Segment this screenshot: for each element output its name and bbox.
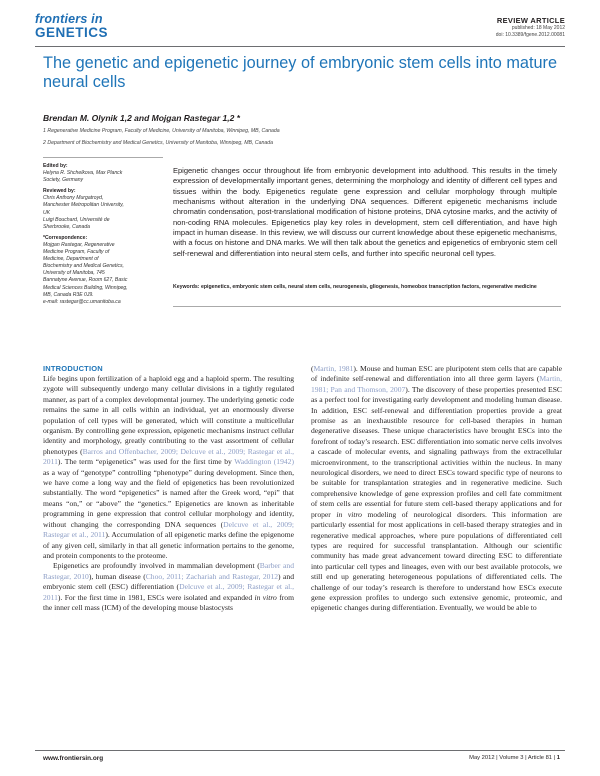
citation-link[interactable]: Martin, 1981; Pan and Thomson, 2007: [311, 374, 562, 394]
citation-link[interactable]: Waddington (1942): [234, 457, 295, 467]
citation-link[interactable]: Martin, 1981: [313, 364, 354, 373]
edited-by-label: Edited by:: [43, 163, 68, 169]
abstract: Epigenetic changes occur throughout life from embryonic development into adulthood. This results in the timely expression of developmentally important genes, determining the morphology and identity of different cell types and tissues within the body. Epigenetics regulate gene expression and cellular morphology through multiple mechanisms without alteration in the underlying DNA sequences. Different epigenetic mechanisms include chromatin condensation, post-translational modification of histone proteins, DNA cytosine marks, and the activity of non-coding RNA molecules. Epigenetics play key roles in development, stem cell differentiation, and have high impact in human disease. In this review, we will discuss our current knowledge about these epigenetic mechanisms, with a focus on histone and DNA marks. We will then talk about the genetics and epigenetics of embryonic stem cell self-renewal and differentiation into neural stem cells, and further into specific neuronal cell types.: [173, 166, 557, 258]
keywords-divider: [173, 306, 561, 307]
logo-line-genetics: GENETICS: [35, 25, 109, 40]
correspondence-label: *Correspondence:: [43, 234, 88, 241]
section-heading-introduction: INTRODUCTION: [43, 364, 103, 373]
paragraph: Epigenetics are profoundly involved in mammalian development (Barber and Rastegar, 2010), human disease (Choo, 2011; Zachariah and Rastegar, 2012) and embryonic stem cell (ESC) differentiation (Delcuve et al., 2009; Rastegar et al., 2011). For the first time in 1981, ESCs were isolated and expanded in vitro from the inner cell mass (ICM) of the developing mouse blastocysts: [43, 561, 294, 612]
affiliation-2: 2 Department of Biochemistry and Medical Genetics, University of Manitoba, Winnipeg, MB, Canada: [43, 140, 274, 146]
article-type: REVIEW ARTICLE: [496, 16, 565, 25]
issue-info: May 2012 | Volume 3 | Article 81 | 1: [469, 755, 560, 761]
author-list: Brendan M. Olynik 1,2 and Mojgan Rastegar 1,2 *: [43, 113, 240, 123]
page-number: 1: [556, 755, 560, 761]
paragraph: (Martin, 1981). Mouse and human ESC are pluripotent stem cells that are capable of indefinite self-renewal and differentiation into all three germ layers (Martin, 1981; Pan and Thomson, 2007). The discovery of these properties presented ESC as a perfect tool for investigating early development and modeling human disease. In addition, ESC self-renewal and differentiation properties provide a great promise as an inexhaustible resource for cell-based therapies in human degenerative diseases. These unique characteristics have brought ESCs into the forefront of today’s research. ESC differentiation into somatic nerve cells involves a cascade of molecular events, and signaling pathways from the extracellular microenvironment, to the transcriptional activities within the nucleus. In many neurological disorders, we need to direct ESCs toward specific type of neurons to be suitable for transplantation strategies and in regenerative medicine. Such comprehensive knowledge of gene expression profiles and cell fate commitment of stem cells are essential for future stem cell-based therapy applications and for proper in vitro modeling of neurological disorders. This information are particularly essential for most applications in cell-based therapy strategies and in regenerative medical approaches, where pure populations of differentiated cell types are required for successful transplantation. Although our scientific community has made great advancement toward directing ESC to differentiate into particular cell types and lineages, even with our best available protocols, we still end up generating heterogeneous populations of differentiated cells. The challenge of our today’s research is therefore to understand how ESCs execute gene expression profiles to undergo such extensive genomic, proteomic, and epigenetic changes during differentiation. Eventually, we would be able to: [311, 364, 563, 613]
logo-line-frontiers: frontiers in: [35, 12, 103, 26]
body-column-right: [311, 364, 562, 614]
reviewed-by: Chris Anthony Murgatroyd, Manchester Metropolitan University, UK Luigi Bouchard, Université de Sherbrooke, Canada: [43, 195, 124, 230]
citation-link[interactable]: Delcuve et al., 2009; Rastegar et al., 2011: [43, 582, 294, 602]
editorial-sidebar: [43, 163, 161, 310]
affiliation-1: 1 Regenerative Medicine Program, Faculty of Medicine, University of Manitoba, Winnipeg, MB, Canada: [43, 128, 280, 134]
citation-link[interactable]: Delcuve et al., 2009; Rastegar et al., 2011: [43, 519, 294, 540]
keywords: Keywords: epigenetics, embryonic stem cells, neural stem cells, neurogenesis, gliogenesis, homeobox transcription factors, regenerative medicine: [173, 284, 537, 290]
citation-link[interactable]: Choo, 2011; Zachariah and Rastegar, 2012: [145, 571, 279, 581]
edited-by: Helyna R. Shchelkova, Max Planck Society, Germany: [43, 170, 123, 184]
journal-logo: [35, 13, 135, 41]
sidebar-divider: [43, 157, 163, 158]
footer-divider: [35, 750, 565, 751]
citation-link[interactable]: Barber and Rastegar, 2010: [43, 561, 294, 581]
correspondence: Mojgan Rastegar, Regenerative Medicine Program, Faculty of Medicine, Department of Biochemistry and Medical Genetics, University of Manitoba, 745 Bannatyne Avenue, Room 627, Basic Medical Sciences Building, Winnipeg, MB, Canada R3E 0J9. e-mail: rastegar@cc.umanitoba.ca: [43, 241, 128, 305]
citation-link[interactable]: Barros and Offenbacher, 2009; Delcuve et al., 2009; Rastegar et al., 2011: [43, 446, 295, 467]
journal-website[interactable]: www.frontiersin.org: [43, 755, 104, 762]
body-column-left: [43, 374, 294, 613]
article-meta: [496, 16, 565, 38]
doi[interactable]: doi: 10.3389/fgene.2012.00081: [495, 31, 565, 38]
reviewed-by-label: Reviewed by:: [43, 188, 76, 195]
article-title: The genetic and epigenetic journey of embryonic stem cells into mature neural cells: [43, 54, 558, 91]
published-date: published: 18 May 2012: [511, 25, 565, 31]
paragraph: Life begins upon fertilization of a haploid egg and a haploid sperm. The resulting zygote will subsequently undergo many cellular divisions in a tightly regulated manner, as part of a complex developmental journey. The underlying genetic code remains the same in all cells within an individual, yet an enormously diverse population of cell types will be generated, which will constitute a multicellular organism. By controlling gene expression, epigenetic mechanisms instruct cellular identity and morphology, greatly contributing to the vast assortment of cellular phenotypes (Barros and Offenbacher, 2009; Delcuve et al., 2009; Rastegar et al., 2011). The term “epigenetics” was used for the first time by Waddington (1942) as a way of “genotype” controlling “phenotype” during development. Since then, we have come a long way and the field of epigenetics has been revolutionized substantially. The word “epigenetics” is named after the Greek word, “epi” that means “on,” or “above” the “genetics.” Epigenetics are known as inheritable programming in gene expression that control cellular morphology and identity, without changing the corresponding DNA sequences (Delcuve et al., 2009; Rastegar et al., 2011). Accumulation of all epigenetic marks define the epigenome of any given cell, similarly in that all genetic information pertains to the genome, and protein components to the proteome.: [43, 374, 295, 560]
header-divider: [35, 46, 565, 47]
